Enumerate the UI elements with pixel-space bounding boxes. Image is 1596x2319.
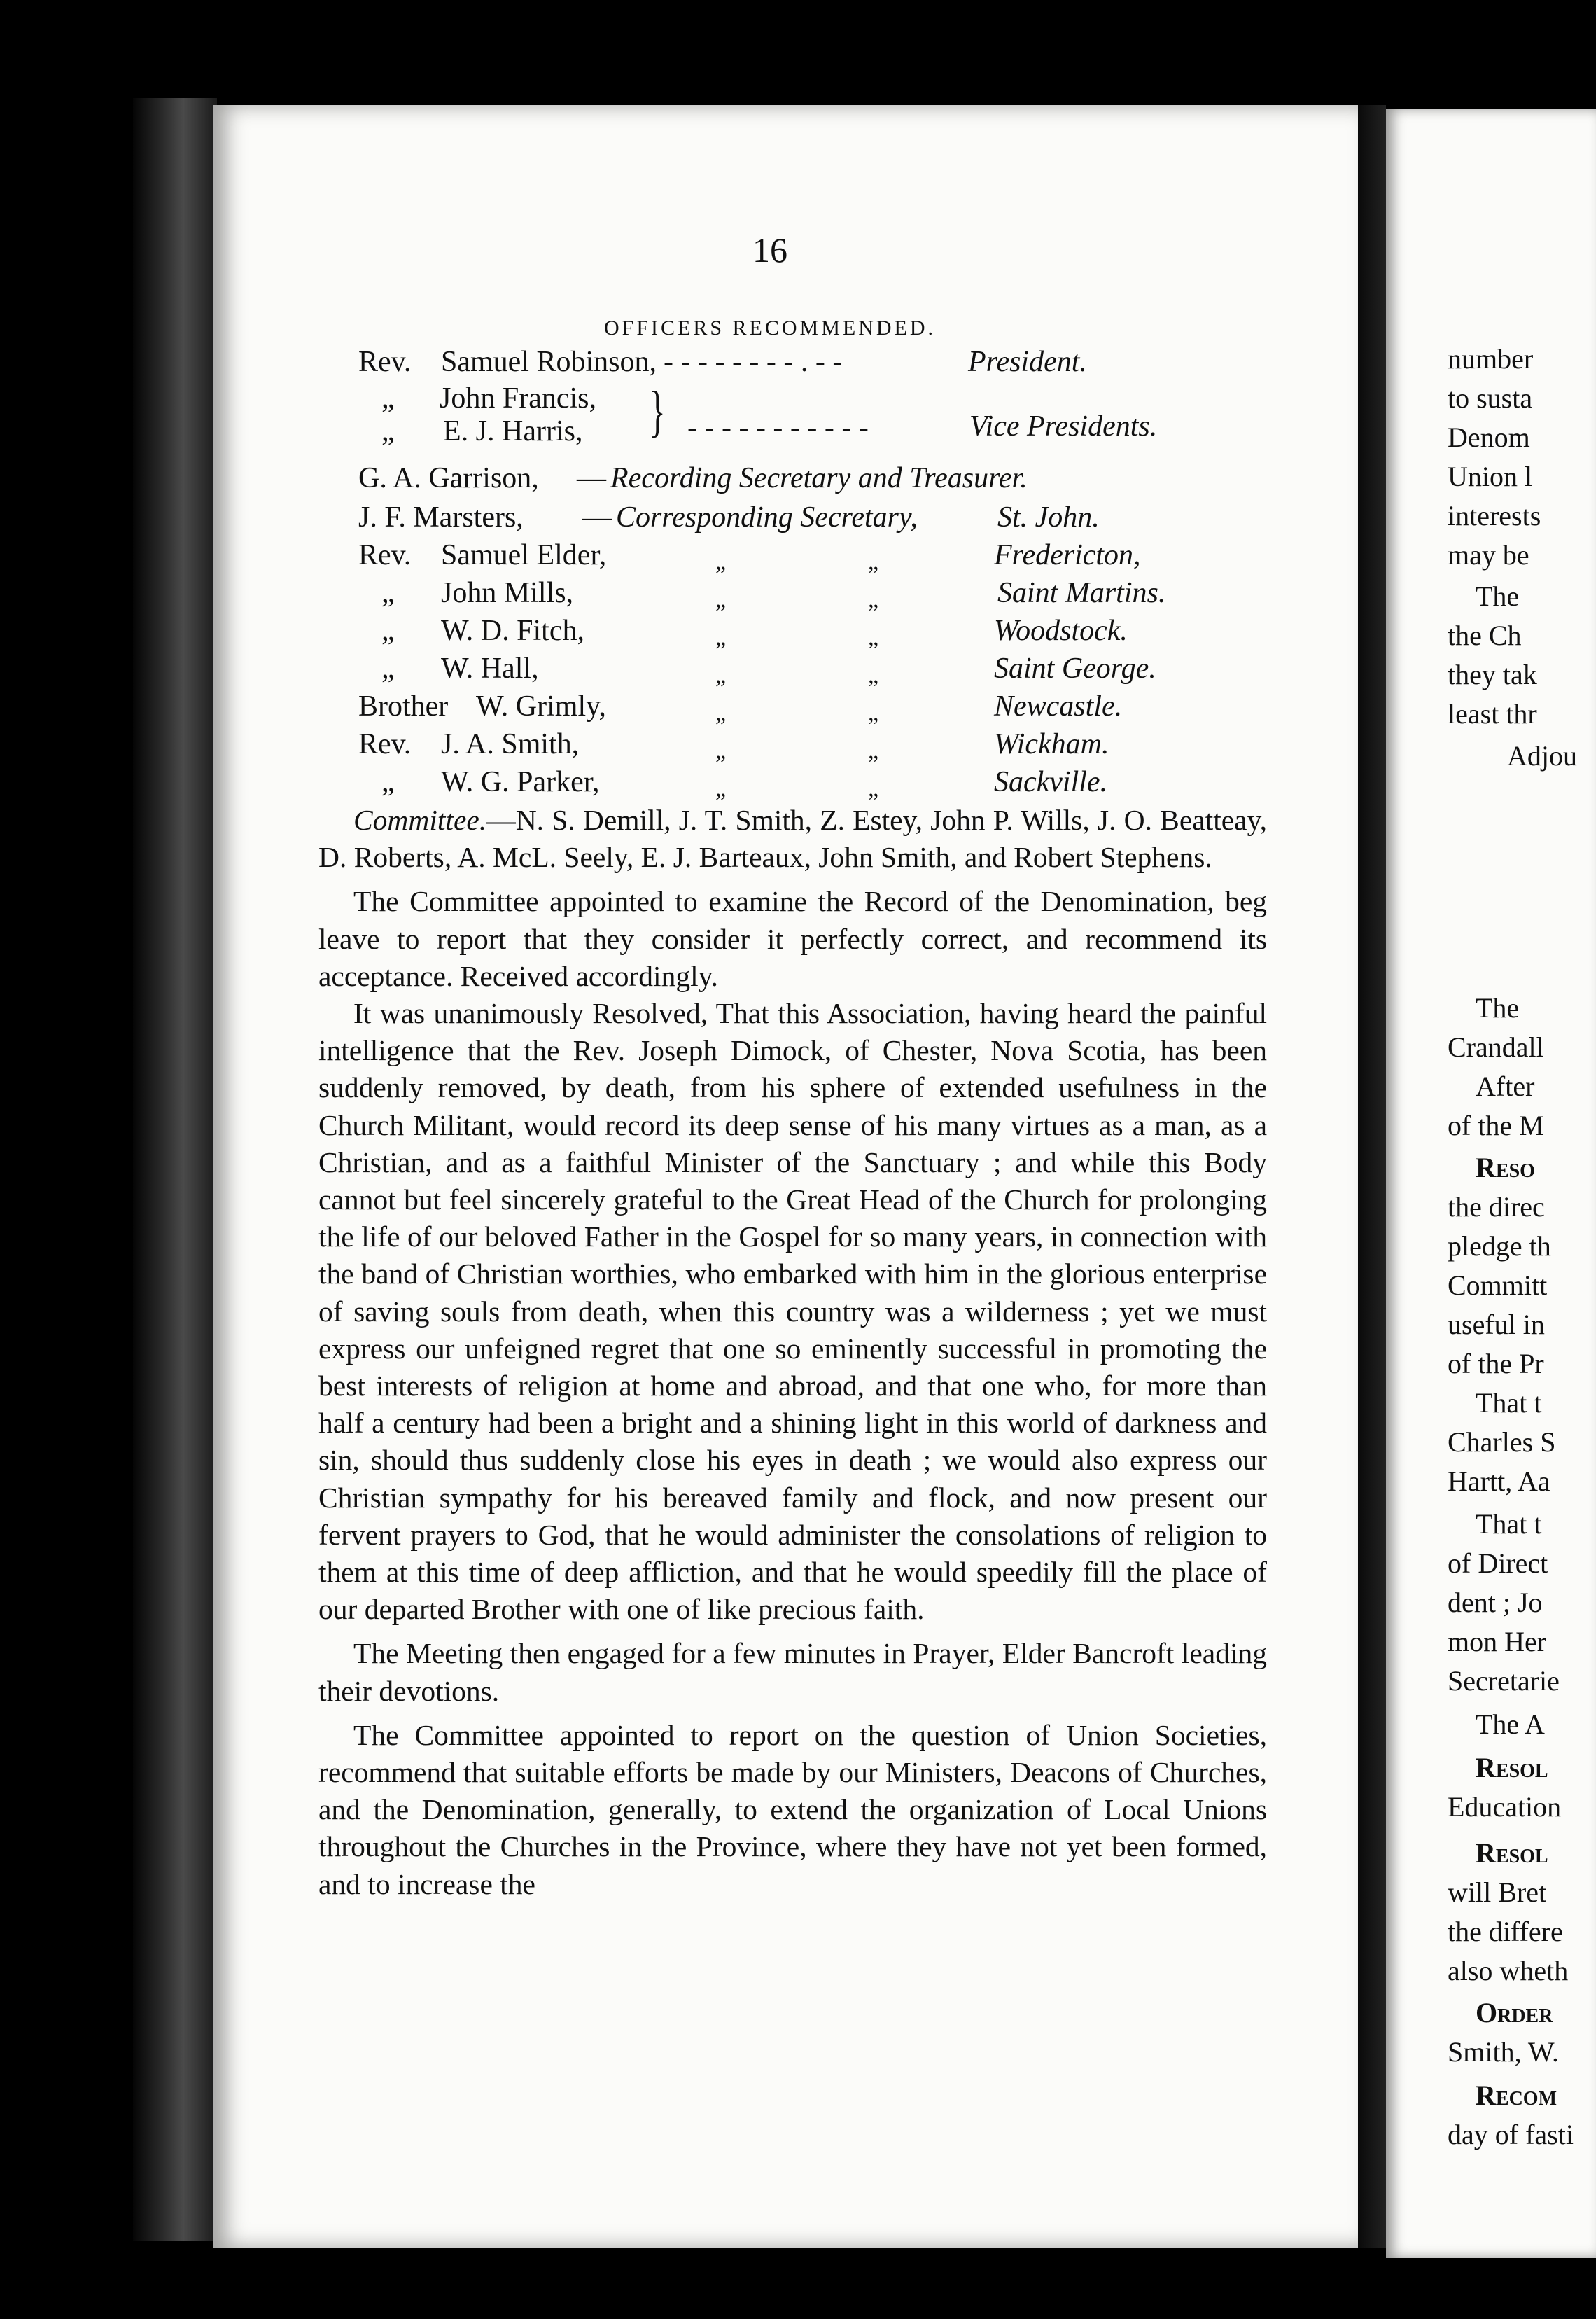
- right-fragment: The A: [1476, 1708, 1545, 1740]
- right-fragment: Resol: [1476, 1837, 1548, 1869]
- right-fragment: Crandall: [1448, 1031, 1544, 1063]
- right-fragment: Charles S: [1448, 1426, 1556, 1458]
- right-fragment: Reso: [1476, 1152, 1535, 1183]
- corresponding-place: St. John.: [997, 501, 1100, 534]
- secretary-name: Samuel Elder,: [441, 539, 607, 571]
- ditto-mark: „: [715, 662, 727, 688]
- ditto-mark: „: [868, 738, 879, 764]
- president-role: President.: [968, 346, 1087, 378]
- ditto-mark: „: [715, 738, 727, 764]
- ditto-mark: „: [868, 625, 879, 650]
- right-fragment: Resol: [1476, 1752, 1548, 1783]
- secretary-prefix: „: [382, 653, 395, 685]
- right-fragment: Smith, W.: [1448, 2036, 1559, 2068]
- secretary-name: W. D. Fitch,: [441, 615, 584, 647]
- vice-name-1: John Francis,: [440, 382, 596, 415]
- book-spine: [133, 98, 217, 2241]
- body-text: [318, 802, 1267, 1903]
- right-fragment: Hartt, Aa: [1448, 1465, 1550, 1497]
- secretary-name: J. A. Smith,: [441, 728, 580, 760]
- committee-label: Committee.: [354, 804, 487, 836]
- ditto-mark: „: [715, 587, 727, 613]
- vice-role: Vice Presidents.: [969, 410, 1158, 443]
- right-fragment: the direc: [1448, 1191, 1545, 1223]
- secretary-place: Fredericton,: [994, 539, 1141, 571]
- right-fragment: Denom: [1448, 422, 1530, 453]
- right-fragment: Education: [1448, 1791, 1562, 1823]
- secretary-name: W. Hall,: [441, 653, 539, 685]
- vice-name-2: E. J. Harris,: [443, 415, 583, 447]
- ditto-mark: „: [868, 776, 879, 802]
- right-fragment: dent ; Jo: [1448, 1587, 1543, 1618]
- secretary-prefix: Rev.: [358, 728, 412, 760]
- right-fragment: The: [1476, 992, 1520, 1024]
- right-fragment: of the Pr: [1448, 1348, 1544, 1379]
- right-page-edge: [1386, 109, 1596, 2258]
- right-fragment: the differe: [1448, 1916, 1563, 1947]
- right-fragment: Committ: [1448, 1269, 1548, 1301]
- corresponding-name: J. F. Marsters,: [358, 501, 524, 534]
- secretary-place: Saint Martins.: [997, 577, 1166, 609]
- right-fragment: the Ch: [1448, 620, 1522, 651]
- corresponding-dash: —: [582, 501, 612, 534]
- right-fragment: Secretarie: [1448, 1665, 1560, 1697]
- president-dashes: - - - - - - - - . - -: [664, 346, 843, 378]
- vice-brace: }: [649, 381, 666, 443]
- ditto-mark: „: [715, 625, 727, 650]
- ditto-mark: „: [868, 549, 879, 575]
- corresponding-role: Corresponding Secretary,: [616, 501, 918, 534]
- right-fragment: useful in: [1448, 1309, 1545, 1340]
- secretary-place: Saint George.: [994, 653, 1156, 685]
- ditto-mark: „: [715, 776, 727, 802]
- right-fragment: to susta: [1448, 382, 1533, 414]
- right-fragment: Adjou: [1507, 740, 1577, 772]
- president-name: Samuel Robinson,: [441, 346, 657, 378]
- right-fragment: they tak: [1448, 659, 1537, 690]
- right-fragment: will Bret: [1448, 1876, 1547, 1908]
- right-fragment: may be: [1448, 539, 1530, 571]
- secretary-prefix: „: [382, 615, 395, 647]
- right-fragment: of Direct: [1448, 1547, 1548, 1579]
- right-fragment: The: [1476, 580, 1520, 612]
- right-fragment: Order: [1476, 1997, 1553, 2028]
- ditto-mark: „: [868, 587, 879, 613]
- right-fragment: of the M: [1448, 1110, 1544, 1141]
- recording-name: G. A. Garrison,: [358, 462, 539, 494]
- secretary-prefix: „: [382, 766, 395, 798]
- right-fragment: That t: [1476, 1508, 1542, 1540]
- ditto-mark: „: [715, 700, 727, 726]
- right-fragment: After: [1476, 1071, 1535, 1102]
- vice-dashes: - - - - - - - - - - -: [687, 412, 869, 444]
- dimock-resolution-paragraph: It was unanimously Resolved, That this Association, having heard the painful intelligence that the Rev. Joseph Dimock, of Chester, Nova Scotia, has been suddenly removed, by death, from his sphere of extended usefulness in the Church Militant, would record its deep sense of his many virtues as a man, as a Christian, and as a faithful Minister of the Sanctuary ; and while this Body cannot but feel sincerely grateful to the Great Head of the Church for prolonging the life of our beloved Father in the Gospel for so many years, in connection with the band of Christian worthies, who embarked with him in the glorious enterprise of saving souls from death, when this country was a wilderness ; yet we must express our unfeigned regret that one so eminently successful in promoting the best interests of religion at home and abroad, and that one who, for more than half a century had been a bright and a shining light in this world of darkness and sin, should thus suddenly close his eyes in death ; we would also express our Christian sympathy for his bereaved family and flock, and now present our fervent prayers to God, that he would administer the consolations of religion to them at this time of deep affliction, and that he would speedily fill the place of our departed Brother with one of like precious faith.: [318, 997, 1267, 1626]
- secretary-name: W. G. Parker,: [441, 766, 600, 798]
- right-fragment: number: [1448, 343, 1534, 375]
- president-prefix: Rev.: [358, 346, 412, 378]
- secretary-name: W. Grimly,: [476, 690, 606, 723]
- officers-heading: OFFICERS RECOMMENDED.: [603, 316, 937, 340]
- right-fragment: pledge th: [1448, 1230, 1551, 1262]
- prayer-paragraph: The Meeting then engaged for a few minutes in Prayer, Elder Bancroft leading their devotions.: [318, 1637, 1267, 1707]
- right-fragment: mon Her: [1448, 1626, 1547, 1657]
- page-gutter: [1358, 105, 1386, 2248]
- right-fragment: interests: [1448, 500, 1541, 531]
- recording-role: Recording Secretary and Treasurer.: [610, 462, 1028, 494]
- secretary-prefix: Brother: [358, 690, 449, 723]
- secretary-place: Sackville.: [994, 766, 1108, 798]
- recording-dash: —: [577, 462, 606, 494]
- right-fragment: least thr: [1448, 698, 1537, 730]
- right-fragment: Recom: [1476, 2080, 1557, 2111]
- committee-paragraph: [318, 802, 1267, 876]
- secretary-prefix: „: [382, 577, 395, 609]
- secretary-name: John Mills,: [441, 577, 574, 609]
- secretary-place: Newcastle.: [994, 690, 1123, 723]
- ditto-mark: „: [868, 700, 879, 726]
- page-number: 16: [752, 230, 788, 270]
- right-fragment: also wheth: [1448, 1955, 1569, 1986]
- secretary-place: Wickham.: [994, 728, 1110, 760]
- right-fragment: Union l: [1448, 461, 1533, 492]
- vice-prefix-1: „: [382, 382, 395, 415]
- ditto-mark: „: [715, 549, 727, 575]
- vice-prefix-2: „: [382, 415, 395, 447]
- committee-members: —N. S. Demill, J. T. Smith, Z. Estey, John P. Wills, J. O. Beatteay, D. Roberts, A. McL. Seely, E. J. Barteaux, John Smith, and Robert Stephens.: [318, 804, 1267, 874]
- union-societies-paragraph: The Committee appointed to report on the question of Union Societies, recommend that suitable efforts be made by our Ministers, Deacons of Churches, and the Denomination, generally, to extend the organization of Local Unions throughout the Churches in the Province, where they have not yet been formed, and to increase the: [318, 1718, 1267, 1900]
- secretary-place: Woodstock.: [994, 615, 1128, 647]
- right-fragment: That t: [1476, 1387, 1542, 1419]
- right-fragment: day of fasti: [1448, 2119, 1574, 2150]
- ditto-mark: „: [868, 662, 879, 688]
- secretary-prefix: Rev.: [358, 539, 412, 571]
- record-paragraph: The Committee appointed to examine the Record of the Denomination, beg leave to report that they consider it perfectly correct, and recommend its acceptance. Received accordingly.: [318, 885, 1267, 992]
